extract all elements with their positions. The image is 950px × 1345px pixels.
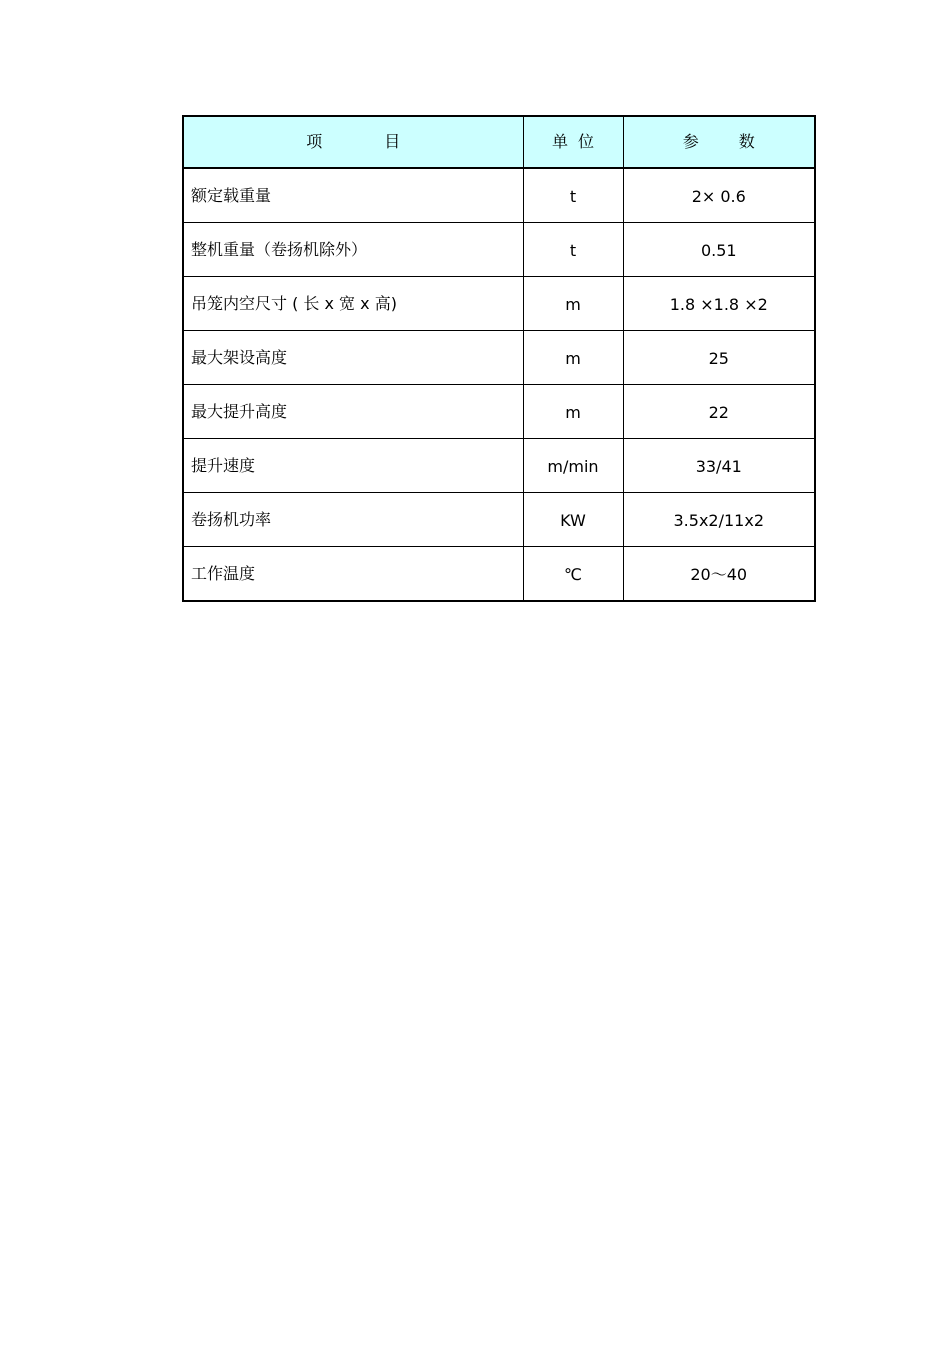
row-value-cell: 20～40 [623, 547, 815, 602]
table-row [183, 493, 815, 547]
header-value-char-1: 参 [682, 132, 699, 151]
row-unit-cell: KW [523, 493, 623, 547]
table-row [183, 331, 815, 385]
row-value-cell: 2× 0.6 [623, 168, 815, 223]
table-row [183, 223, 815, 277]
row-value-cell: 3.5x2/11x2 [623, 493, 815, 547]
row-value-cell: 25 [623, 331, 815, 385]
row-unit-cell: m/min [523, 439, 623, 493]
header-item-char-2: 目 [384, 132, 401, 151]
header-item-char-1: 项 [306, 132, 323, 151]
row-item-cell: 卷扬机功率 [183, 493, 523, 547]
row-value-cell: 0.51 [623, 223, 815, 277]
row-item-cell: 最大提升高度 [183, 385, 523, 439]
row-unit-cell: t [523, 223, 623, 277]
table-row [183, 439, 815, 493]
table-row [183, 277, 815, 331]
row-item-cell: 整机重量（卷扬机除外） [183, 223, 523, 277]
row-item-cell: 最大架设高度 [183, 331, 523, 385]
row-item-cell: 提升速度 [183, 439, 523, 493]
header-unit [523, 116, 623, 168]
row-value-cell: 1.8 ×1.8 ×2 [623, 277, 815, 331]
header-value-char-2: 数 [738, 132, 755, 151]
table-row [183, 547, 815, 602]
table-header-row [183, 116, 815, 168]
row-value-cell: 22 [623, 385, 815, 439]
row-value-cell: 33/41 [623, 439, 815, 493]
header-unit-char-1: 单 [551, 132, 568, 151]
row-item-cell: 工作温度 [183, 547, 523, 602]
row-item-cell: 额定载重量 [183, 168, 523, 223]
header-value [623, 116, 815, 168]
row-unit-cell: m [523, 277, 623, 331]
header-unit-char-2: 位 [578, 132, 595, 151]
row-unit-cell: t [523, 168, 623, 223]
header-item [183, 116, 523, 168]
parameter-table [182, 115, 816, 602]
table-row [183, 168, 815, 223]
row-unit-cell: m [523, 385, 623, 439]
row-unit-cell: ℃ [523, 547, 623, 602]
row-unit-cell: m [523, 331, 623, 385]
row-item-cell: 吊笼内空尺寸 ( 长 x 宽 x 高) [183, 277, 523, 331]
table-row [183, 385, 815, 439]
